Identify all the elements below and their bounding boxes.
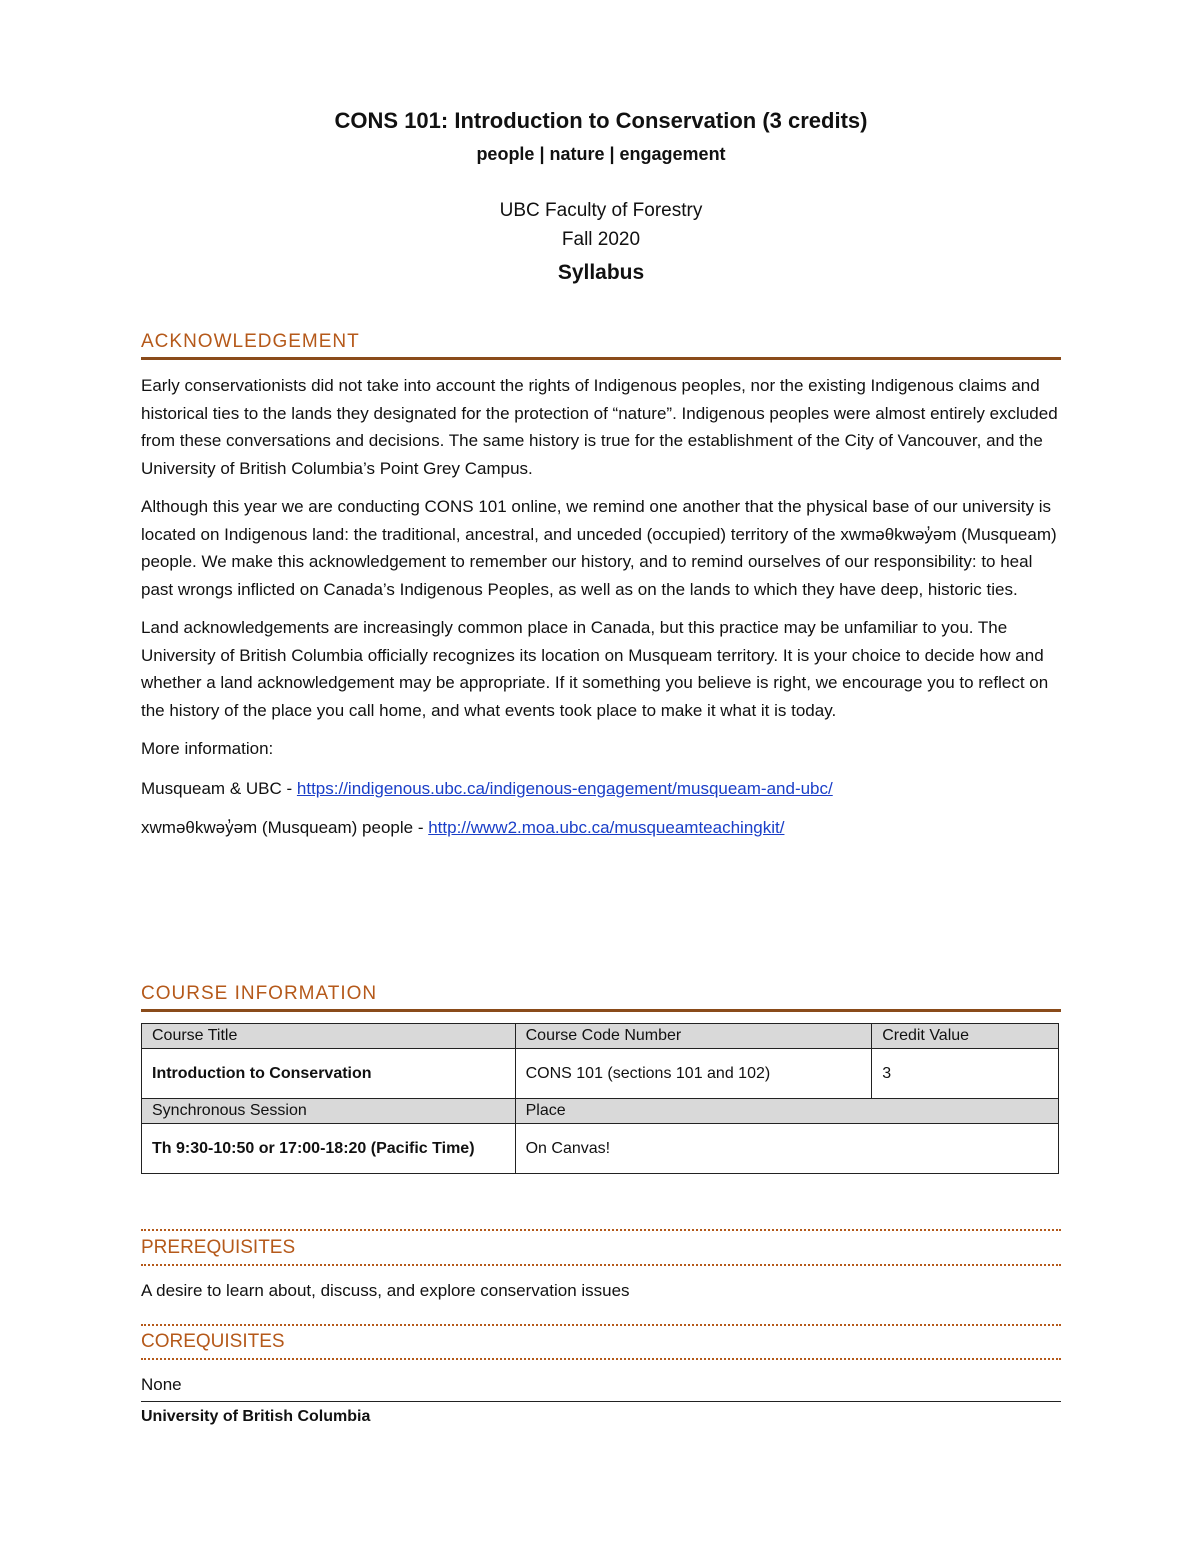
- table-header-cell: Credit Value: [872, 1024, 1059, 1049]
- dotted-divider: [141, 1264, 1061, 1266]
- acknowledgement-paragraph: Land acknowledgements are increasingly common place in Canada, but this practice may be unfamiliar to you. The University of British Columbia officially recognizes its location on Musqueam territory. It is your choice to decide how and whether a land acknowledgement may be appropriate. If it something you believe is right, we encourage you to reflect on the history of the place you call home, and what events took place to make it what it is today.: [141, 618, 1049, 720]
- table-cell: Th 9:30-10:50 or 17:00-18:20 (Pacific Time): [142, 1124, 516, 1174]
- table-header-row: [142, 1024, 1059, 1049]
- prerequisites-text: A desire to learn about, discuss, and explore conservation issues: [141, 1281, 630, 1300]
- table-header-cell: Place: [515, 1099, 1058, 1124]
- corequisites-text: None: [141, 1375, 182, 1394]
- term: Fall 2020: [561, 229, 641, 250]
- info-line-musqueam-ubc: [141, 775, 1061, 803]
- table-header-cell: Synchronous Session: [142, 1099, 516, 1124]
- dotted-divider: [141, 1324, 1061, 1326]
- table-row: [142, 1049, 1059, 1099]
- course-title: CONS 101: Introduction to Conservation (3 credits): [334, 108, 868, 133]
- acknowledgement-heading: ACKNOWLEDGEMENT: [141, 331, 360, 352]
- musqueam-ubc-link[interactable]: https://indigenous.ubc.ca/indigenous-engagement/musqueam-and-ubc/: [296, 778, 833, 798]
- table-cell: CONS 101 (sections 101 and 102): [515, 1049, 872, 1099]
- section-divider: [141, 1009, 1061, 1012]
- course-tagline: people | nature | engagement: [476, 144, 726, 164]
- table-row: [142, 1124, 1059, 1174]
- prerequisites-heading: PREREQUISITES: [141, 1237, 296, 1258]
- musqueam-teaching-kit-link[interactable]: http://www2.moa.ubc.ca/musqueamteachingkit/: [428, 818, 785, 837]
- more-info-label: More information:: [141, 739, 274, 758]
- link-label: Musqueam & UBC -: [141, 778, 297, 798]
- table-header-cell: Course Code Number: [515, 1024, 872, 1049]
- dotted-divider: [141, 1358, 1061, 1360]
- table-header-cell: Course Title: [142, 1024, 516, 1049]
- section-divider: [141, 357, 1061, 360]
- footer-institution: University of British Columbia: [141, 1408, 371, 1425]
- table-cell: Introduction to Conservation: [142, 1049, 516, 1099]
- document-type: Syllabus: [557, 261, 645, 284]
- table-header-row: [142, 1099, 1059, 1124]
- acknowledgement-paragraph: Early conservationists did not take into account the rights of Indigenous peoples, nor the existing Indigenous claims and historical ties to the lands they designated for the protection of “nature”. Indigenous peoples were almost entirely excluded from these conversations and decisions. The same history is true for the establishment of the City of Vancouver, and the University of British Columbia’s Point Grey Campus.: [141, 376, 1058, 478]
- corequisites-heading: COREQUISITES: [141, 1331, 285, 1352]
- acknowledgement-paragraph: Although this year we are conducting CONS 101 online, we remind one another that the physical base of our university is located on Indigenous land: the traditional, ancestral, and unceded (occupied) territory of the xwməθkwəy̓əm (Musqueam) people. We make this acknowledgement to remember our history, and to remind ourselves of our responsibility: to heal past wrongs inflicted on Canada’s Indigenous Peoples, as well as on the lands to which they have deep, historic ties.: [141, 497, 1057, 599]
- course-info-table: [141, 1023, 1059, 1174]
- dotted-divider: [141, 1229, 1061, 1231]
- acknowledgement-body: [141, 372, 1061, 854]
- info-line-musqueam-people: [141, 814, 1061, 842]
- course-information-heading: COURSE INFORMATION: [141, 983, 378, 1004]
- faculty-name: UBC Faculty of Forestry: [499, 200, 703, 221]
- link-label: xwməθkwəy̓əm (Musqueam) people -: [141, 818, 429, 837]
- table-cell: On Canvas!: [515, 1124, 1058, 1174]
- table-cell: 3: [872, 1049, 1059, 1099]
- footer-divider: [141, 1401, 1061, 1402]
